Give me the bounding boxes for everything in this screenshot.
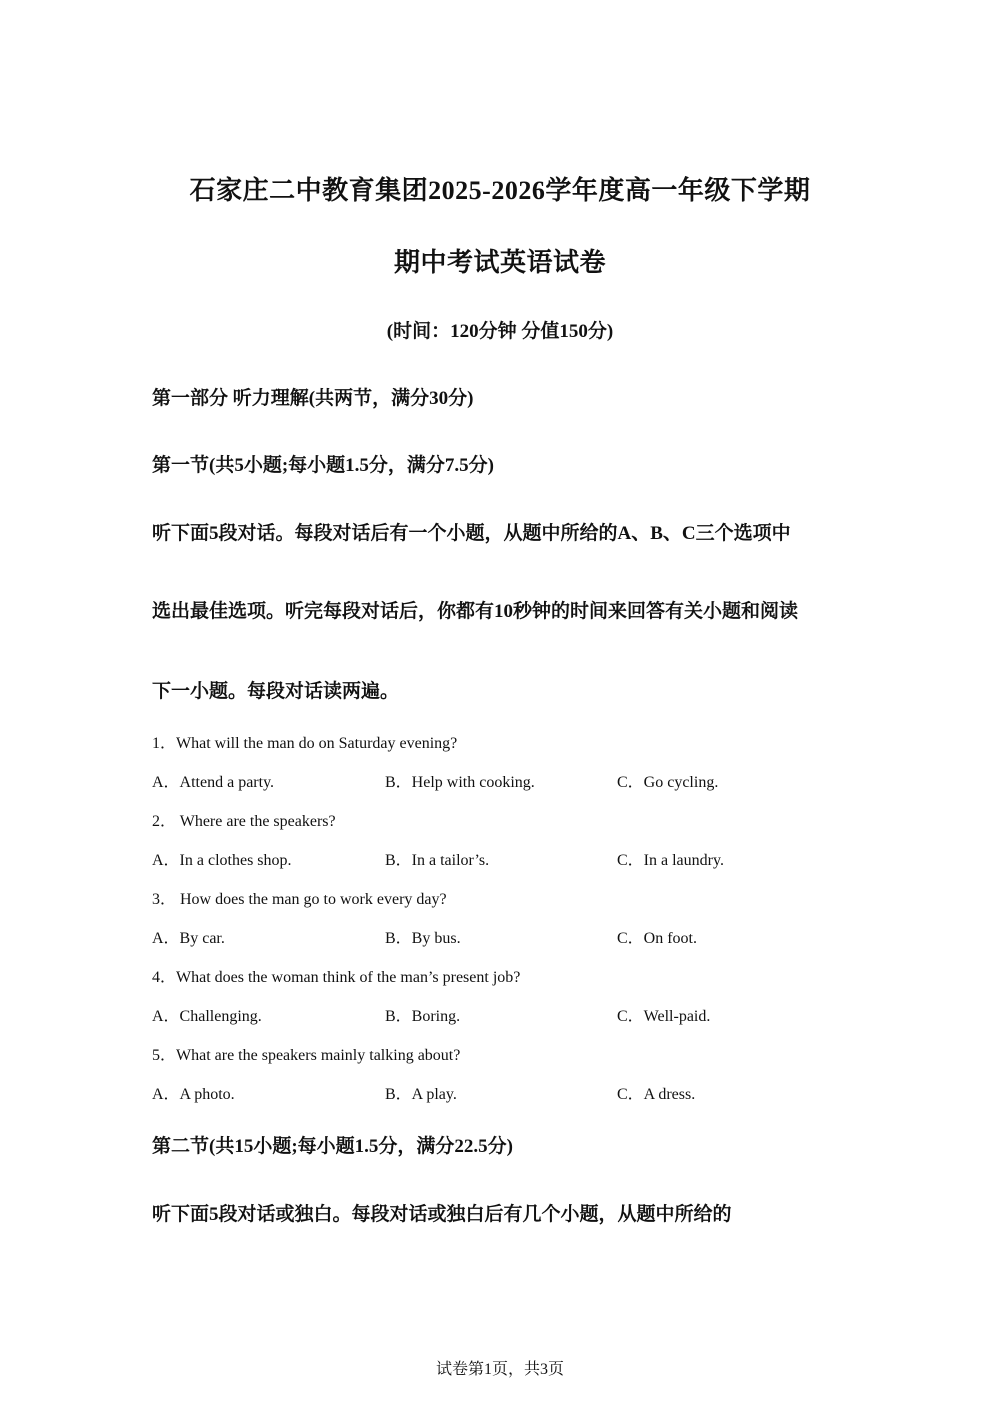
exam-time-info: (时间：120分钟 分值150分) [386, 321, 614, 342]
question-2-option-b: B．In a tailor’s. [385, 852, 490, 869]
question-1-options [152, 769, 852, 791]
question-3-options [152, 925, 852, 947]
question-2-options [152, 847, 852, 869]
question-3-option-b: B．By bus. [385, 930, 461, 947]
section2-heading: 第二节(共15小题;每小题1.5分，满分22.5分) [152, 1136, 513, 1157]
exam-title-line1: 石家庄二中教育集团2025-2026学年度高一年级下学期 [189, 176, 811, 205]
question-4-option-c: C．Well-paid. [617, 1008, 711, 1025]
question-1-option-a: A．Attend a party. [152, 774, 275, 791]
question-5-options [152, 1081, 852, 1103]
section1-instruction-line: 选出最佳选项。听完每段对话后，你都有10秒钟的时间来回答有关小题和阅读 [152, 601, 799, 622]
question-1-stem: 1．What will the man do on Saturday evening? [152, 735, 458, 752]
question-3-stem: 3． How does the man go to work every day? [152, 891, 447, 908]
exam-title-line2: 期中考试英语试卷 [393, 248, 606, 277]
question-2-option-c: C．In a laundry. [617, 852, 724, 869]
question-4-option-a: A．Challenging. [152, 1008, 262, 1025]
question-4-option-b: B．Boring. [385, 1008, 461, 1025]
question-5-option-c: C．A dress. [617, 1086, 696, 1103]
section1-heading: 第一节(共5小题;每小题1.5分，满分7.5分) [152, 455, 494, 476]
question-4-stem: 4．What does the woman think of the man’s present job? [152, 969, 521, 986]
question-5-option-a: A．A photo. [152, 1086, 235, 1103]
question-3-option-c: C．On foot. [617, 930, 698, 947]
question-2-stem: 2． Where are the speakers? [152, 813, 336, 830]
page-footer: 试卷第1页，共3页 [435, 1361, 564, 1378]
question-1-option-b: B．Help with cooking. [385, 774, 535, 791]
part1-heading: 第一部分 听力理解(共两节，满分30分) [152, 388, 474, 409]
question-3-option-a: A．By car. [152, 930, 225, 947]
section1-instruction-line: 下一小题。每段对话读两遍。 [152, 681, 400, 702]
question-1-option-c: C．Go cycling. [617, 774, 719, 791]
section2-instruction-line: 听下面5段对话或独白。每段对话或独白后有几个小题，从题中所给的 [152, 1204, 732, 1225]
question-5-option-b: B．A play. [385, 1086, 457, 1103]
section1-instruction-line: 听下面5段对话。每段对话后有一个小题，从题中所给的A、B、C三个选项中 [152, 523, 791, 544]
question-5-stem: 5．What are the speakers mainly talking about? [152, 1047, 461, 1064]
question-4-options [152, 1003, 852, 1025]
question-2-option-a: A．In a clothes shop. [152, 852, 292, 869]
